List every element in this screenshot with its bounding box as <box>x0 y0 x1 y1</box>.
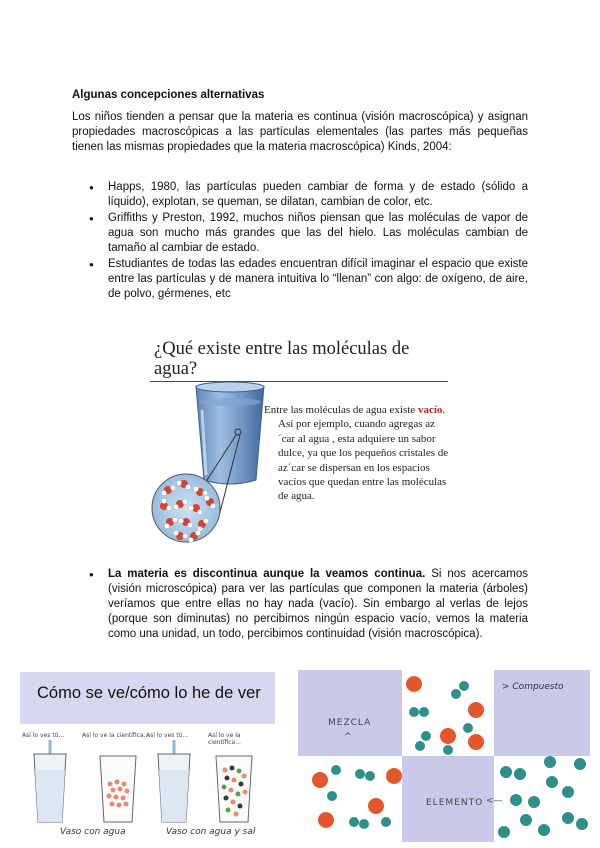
panel-title-box <box>20 672 275 724</box>
element-label: ELEMENTO <box>426 798 484 808</box>
compound-label: > Compuesto <box>502 682 564 692</box>
particles-panel <box>298 670 590 842</box>
caption-highlight: vacío <box>417 404 443 416</box>
list-item: ● Estudiantes de todas las edades encuentran difícil imaginar el espacio que existe entre las partículas y de manera intuitiva lo “llenan” con algo: de oxígeno, de aire, de polvo, gérmenes, etc <box>72 257 528 302</box>
bullet-bold-text: La materia es discontinua aunque la veamos continua. <box>108 568 426 580</box>
how-it-looks-panel <box>20 672 275 842</box>
bullet-list <box>72 180 528 303</box>
caption-intro: Entre las moléculas de agua existe <box>264 404 418 416</box>
mixture-arrow: ^ <box>344 732 352 742</box>
glass-label: Vaso con agua y sal <box>166 827 256 837</box>
list-item: ● Griffiths y Preston, 1992, muchos niños piensan que las moléculas de vapor de agua son mucho más grandes que las del hielo. Las moléculas cambian de tamaño al cambiar de estado. <box>72 211 528 256</box>
caption-body: Así por ejemplo, cuando agregas az´car al agua , esta adquiere un sabor dulce, ya que los pequeños cristales de az´car se dispersan en los espacios vacíos que quedan entre las moléculas de agua. <box>278 418 449 503</box>
tiny-caption: Así lo ves tú... <box>146 732 189 739</box>
intro-paragraph: Los niños tienden a pensar que la materia es continua (visión macroscópica) y asignan propiedades macroscópicas a las partículas elementales (las partes más pequeñas tienen las mismas propiedades que la materia macroscópica) Kinds, 2004: <box>72 111 528 153</box>
mixture-label: MEZCLA <box>328 718 372 728</box>
tiny-caption: Así lo ves tú... <box>22 732 65 739</box>
caption-period: . <box>442 404 446 416</box>
tiny-caption: Así lo ve la científica... <box>208 732 241 746</box>
tiny-caption: Así lo ve la científica... <box>82 732 150 739</box>
figure-caption <box>264 403 449 504</box>
particles-diagram <box>298 670 590 842</box>
bullet-text: Si nos acercamos (visión microscópica) para ver las partículas que componen la materia (árboles) veríamos que entre ellas no hay nada (vacío). Sin embargo al verlas de lejos (porque son diminutas) no percibimos ningún espacio vacío, vemos la materia como una unidad, un todo, percibimos continuidad (visión macroscópica). <box>108 568 528 640</box>
discontinuous-matter-bullet <box>72 567 528 642</box>
glasses-illustration <box>20 740 275 830</box>
list-item <box>72 567 528 642</box>
water-molecules-figure <box>150 335 450 550</box>
figure-title: ¿Qué existe entre las moléculas de agua? <box>154 339 410 379</box>
panel-title: Cómo se ve/cómo lo he de ver <box>37 684 261 702</box>
element-arrow: <— <box>486 796 503 806</box>
list-item: ● Happs, 1980, las partículas pueden cambiar de forma y de estado (sólido a líquido), explotan, se queman, se dilatan, cambian de color, etc. <box>72 180 528 210</box>
section-heading: Algunas concepciones alternativas <box>72 89 265 101</box>
glass-label: Vaso con agua <box>60 827 126 837</box>
